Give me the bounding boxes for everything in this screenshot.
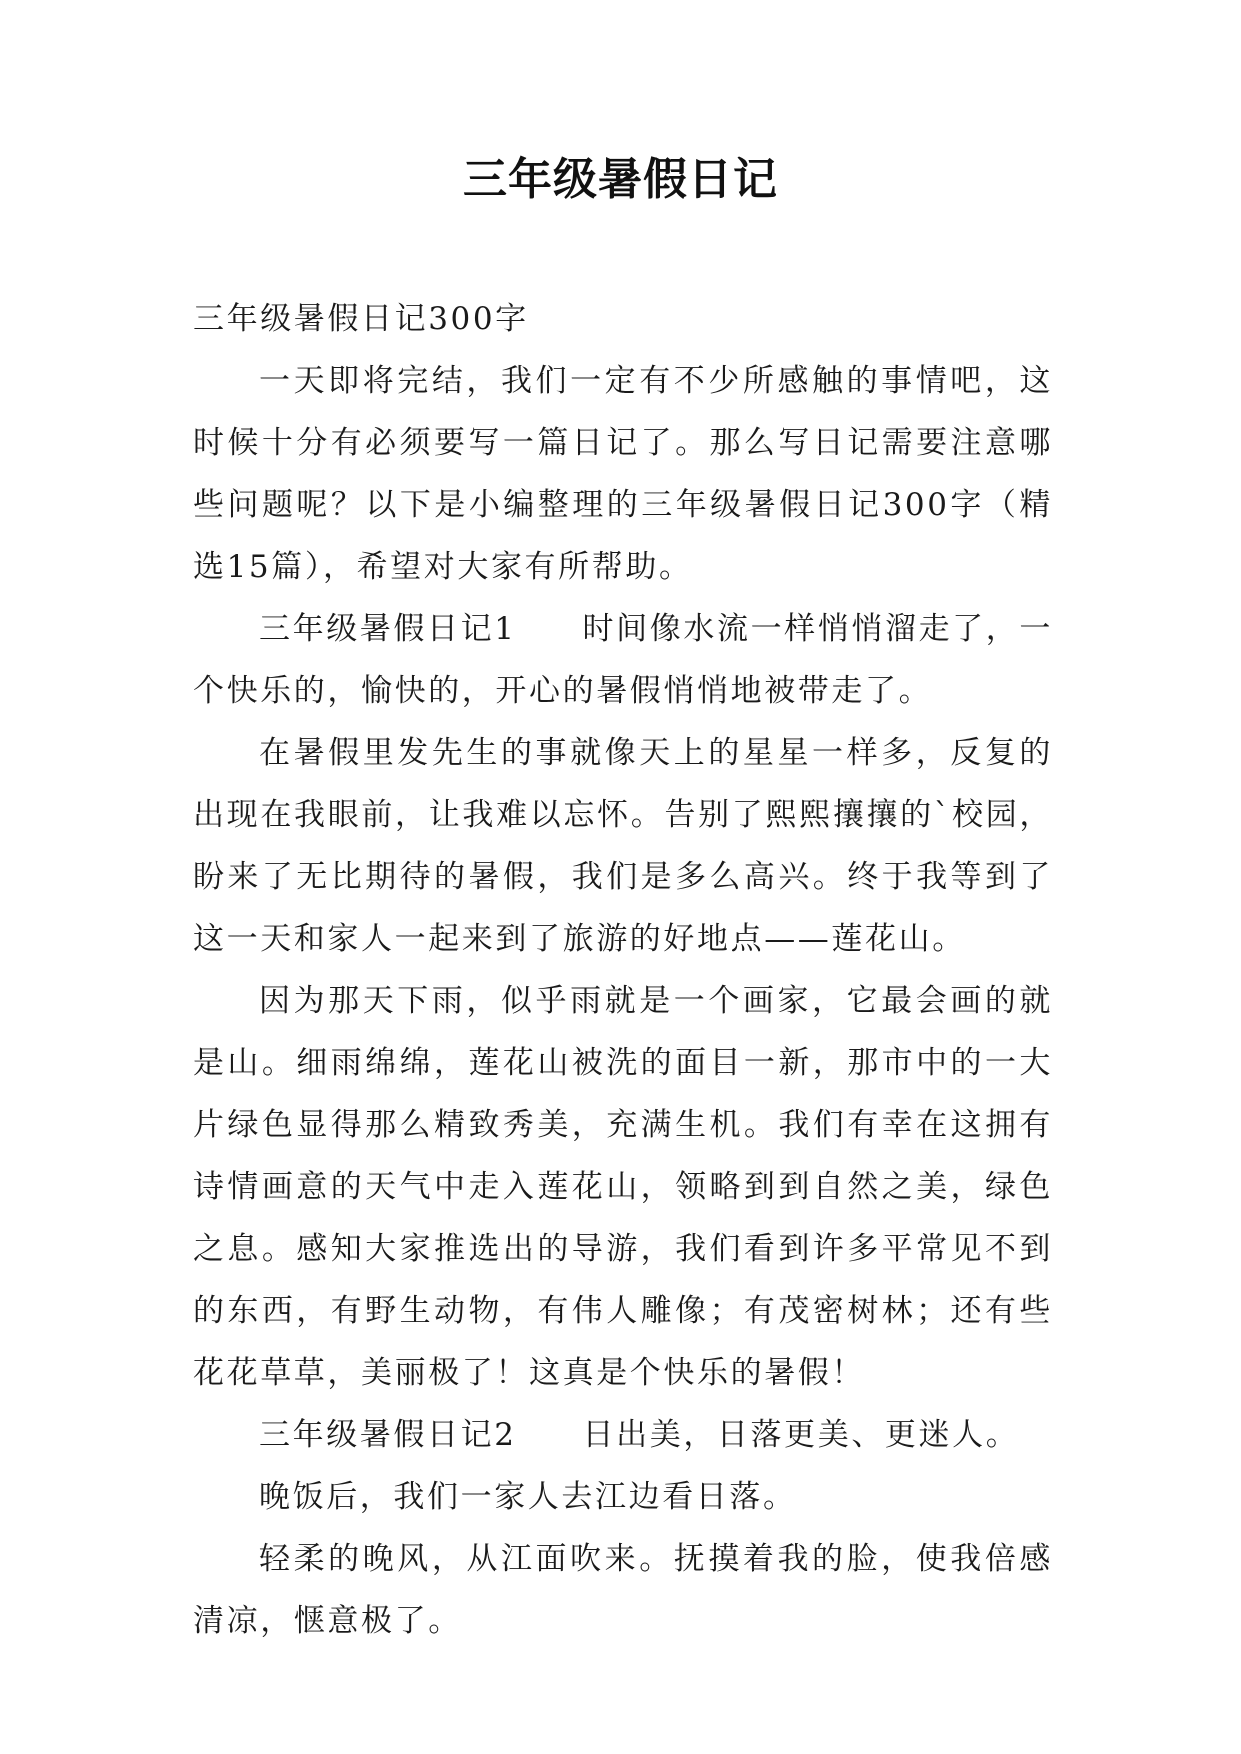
entry-1-lead: 时间像水流一样悄悄溜走了，一个快乐的，愉快的，开心的暑假悄悄地被带走了。 — [193, 611, 1053, 709]
entry-2-paragraph: 轻柔的晚风，从江面吹来。抚摸着我的脸，使我倍感清凉，惬意极了。 — [193, 1541, 1053, 1639]
entry-1-heading-paragraph — [193, 598, 1053, 722]
entry-1-paragraph: 因为那天下雨，似乎雨就是一个画家，它最会画的就是山。细雨绵绵，莲花山被洗的面目一新，那市中的一大片绿色显得那么精致秀美，充满生机。我们有幸在这拥有诗情画意的天气中走入莲花山，领略到到自然之美，绿色之息。感知大家推选出的导游，我们看到许多平常见不到的东西，有野生动物，有伟人雕像；有茂密树林；还有些花花草草，美丽极了！这真是个快乐的暑假！ — [193, 983, 1053, 1391]
document-body — [193, 288, 1053, 1652]
entry-2-paragraph: 晚饭后，我们一家人去江边看日落。 — [259, 1479, 797, 1515]
entry-2-heading: 三年级暑假日记2 — [259, 1417, 517, 1453]
intro-paragraph: 一天即将完结，我们一定有不少所感触的事情吧，这时候十分有必须要写一篇日记了。那么写日记需要注意哪些问题呢？以下是小编整理的三年级暑假日记300字（精选15篇），希望对大家有所帮助。 — [193, 363, 1053, 585]
entry-2-lead: 日出美，日落更美、更迷人。 — [582, 1417, 1020, 1453]
entry-2-heading-paragraph — [193, 1404, 1053, 1466]
document-subtitle: 三年级暑假日记300字 — [193, 301, 529, 337]
entry-1-paragraph: 在暑假里发先生的事就像天上的星星一样多，反复的出现在我眼前，让我难以忘怀。告别了熙熙攘攘的`校园，盼来了无比期待的暑假，我们是多么高兴。终于我等到了这一天和家人一起来到了旅游的好地点——莲花山。 — [193, 735, 1053, 957]
entry-1-heading: 三年级暑假日记1 — [259, 611, 517, 647]
document-title: 三年级暑假日记 — [463, 154, 778, 205]
